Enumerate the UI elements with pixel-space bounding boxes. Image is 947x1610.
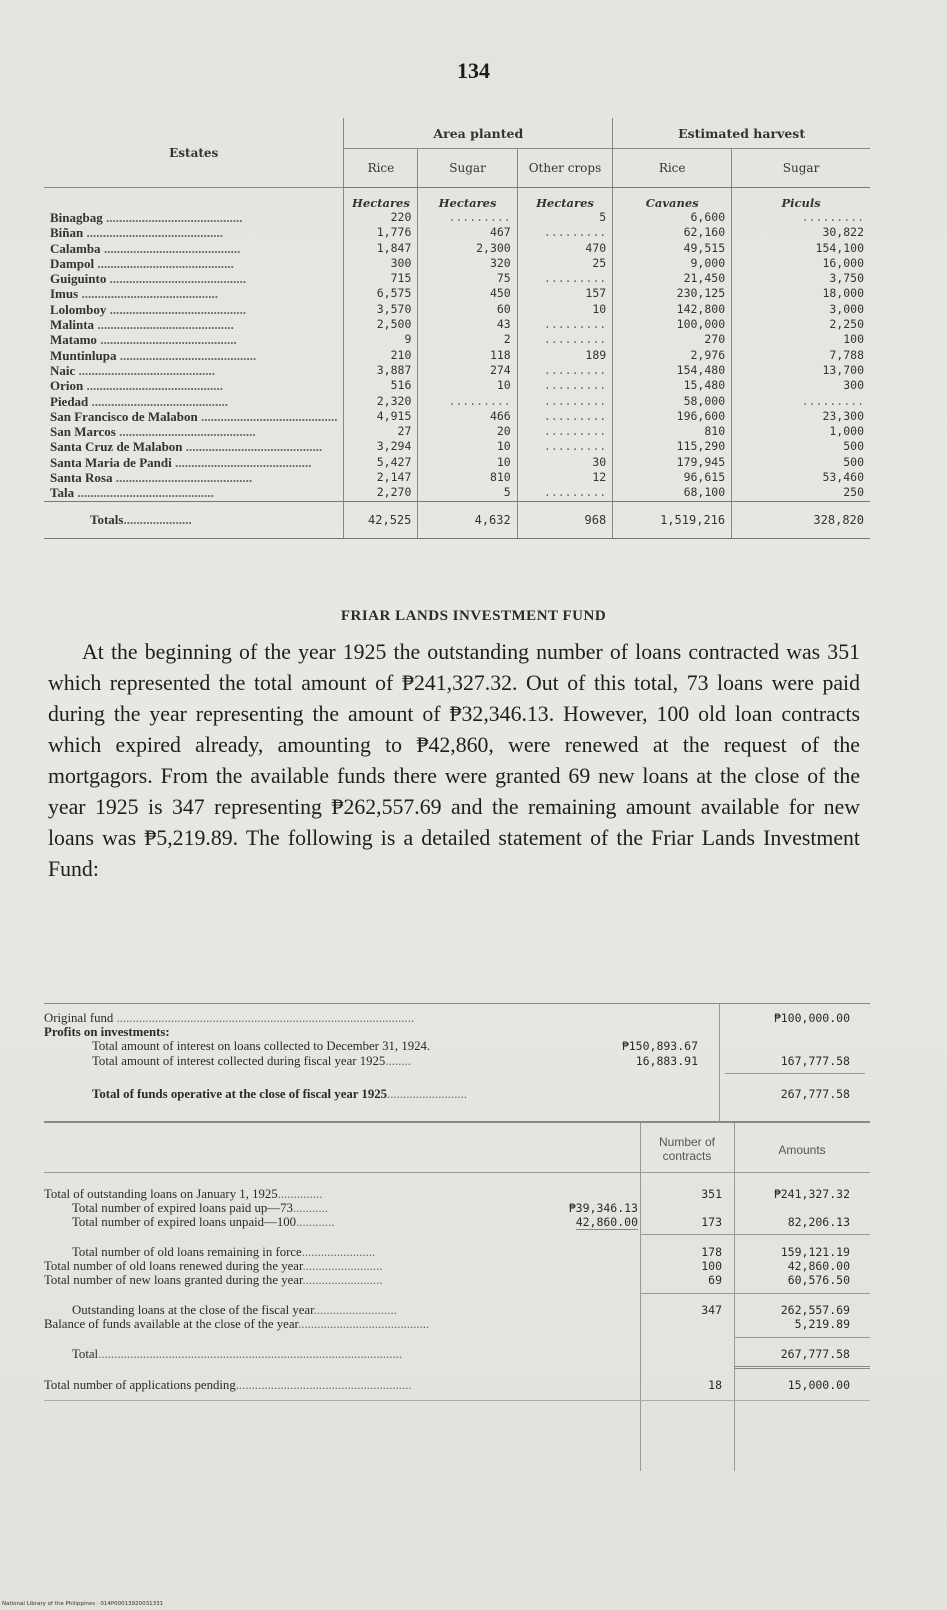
profits-label: Profits on investments: (44, 1025, 170, 1039)
expired-amount: 82,206.13 (787, 1215, 850, 1229)
harvest-sugar: ......... (732, 394, 870, 409)
leader-dots: .......................................... (197, 408, 338, 424)
harvest-sugar: 53,460 (732, 470, 870, 485)
harvest-rice: 62,160 (613, 225, 732, 240)
leader-dots: .......................................... (112, 470, 253, 486)
harvest-rice: 115,290 (613, 439, 732, 454)
area-rice: 5,427 (376, 454, 412, 469)
total-label: Total (72, 1347, 99, 1361)
leader-dots: .......................................... (116, 347, 257, 363)
leader-dots: .......................................... (75, 362, 216, 378)
area-sugar: 5 (418, 485, 517, 501)
area-other: ......... (517, 485, 612, 501)
close-count: 347 (701, 1303, 722, 1317)
leader-dots: .......................................... (88, 393, 229, 409)
amounts-divider (734, 1123, 735, 1471)
area-other: 12 (517, 470, 612, 485)
harvest-rice: 179,945 (613, 455, 732, 470)
area-rice: 300 (390, 255, 412, 270)
area-rice: 9 (404, 332, 412, 347)
library-footer: National Library of the Philippines · 014P00013920031331 (2, 1601, 164, 1607)
harvest-sugar: 300 (732, 378, 870, 393)
area-rice: 516 (390, 378, 412, 393)
area-rice: 2,320 (376, 393, 412, 408)
harvest-rice: 6,600 (613, 210, 732, 225)
harvest-rice: 96,615 (613, 470, 732, 485)
area-rice: 3,294 (376, 439, 412, 454)
estate-name: San Francisco de Malabon (50, 408, 198, 424)
original-fund-amount: ₱100,000.00 (770, 1011, 850, 1025)
col-harvest-sugar: Sugar (732, 149, 870, 188)
balance-rule (734, 1337, 870, 1338)
area-other: ......... (517, 394, 612, 409)
interest-1925-amount: 16,883.91 (635, 1054, 698, 1068)
harvest-sugar: 23,300 (732, 409, 870, 424)
unpaid-amount: 42,860.00 (575, 1215, 638, 1229)
col-estates: Estates (44, 118, 344, 188)
harvest-sugar: ......... (732, 210, 870, 225)
area-other: 5 (517, 210, 612, 225)
estate-row (44, 271, 870, 286)
harvest-rice: 230,125 (613, 286, 732, 301)
area-other: ......... (517, 409, 612, 424)
estate-name: Santa Maria de Pandi (50, 454, 172, 470)
area-sugar: ......... (418, 394, 517, 409)
body-paragraph: At the beginning of the year 1925 the outstanding number of loans contracted was 351 which represented the total amount of ₱241,327.32. Out of this total, 73 loans were paid during the year representing the amount of ₱32,346.13. However, 100 old loan contracts which expired already, amounting to ₱42,860, were renewed at the request of the mortgagors. From the available funds there were granted 69 new loans at the close of the year 1925 is 347 representing ₱262,557.69 and the remaining amount available for new loans was ₱5,219.89. The following is a detailed statement of the Friar Lands Investment Fund: (48, 640, 860, 881)
estate-name: Santa Rosa (50, 470, 113, 486)
estate-name: San Marcos (50, 424, 116, 440)
balance-amount: 5,219.89 (794, 1317, 850, 1331)
estate-name: Guiguinto (50, 271, 107, 287)
expired-rule (640, 1234, 870, 1235)
area-sugar: 10 (418, 439, 517, 454)
pending-label: Total number of applications pending (44, 1378, 236, 1392)
leader-dots: .......................................... (182, 439, 323, 455)
estate-name: Muntinlupa (50, 347, 117, 363)
interest-1924-amount: ₱150,893.67 (621, 1039, 698, 1053)
remaining-amount: 159,121.19 (780, 1245, 850, 1259)
area-rice: 6,575 (376, 286, 412, 301)
leader-dots: .......................................... (74, 485, 214, 501)
total-double-rule (734, 1366, 870, 1369)
estate-name: Santa Cruz de Malabon (50, 439, 183, 455)
operative-amount: 267,777.58 (780, 1087, 850, 1101)
area-other: ......... (517, 225, 612, 240)
totals-area-rice: 42,525 (344, 501, 418, 538)
harvest-rice: 49,515 (613, 241, 732, 256)
estate-row (44, 378, 870, 393)
close-label: Outstanding loans at the close of the fiscal year (72, 1303, 314, 1317)
harvest-sugar: 2,250 (732, 317, 870, 332)
harvest-sugar: 100 (732, 332, 870, 347)
area-other: ......... (517, 271, 612, 286)
area-rice: 3,887 (376, 362, 412, 377)
harvest-sugar: 3,750 (732, 271, 870, 286)
estate-name: Calamba (50, 240, 101, 256)
new-loans-label: Total number of new loans granted during the year (44, 1273, 303, 1287)
col-amounts: Amounts (778, 1143, 826, 1157)
area-rice: 210 (390, 347, 412, 362)
estate-row (44, 409, 870, 424)
area-sugar: 274 (418, 363, 517, 378)
total-amount: 267,777.58 (780, 1347, 850, 1361)
area-other: ......... (517, 439, 612, 454)
estate-name: Piedad (50, 393, 89, 409)
leader-dots: .......................................... (78, 286, 218, 302)
area-other: ......... (517, 317, 612, 332)
totals-label: Totals (90, 511, 124, 527)
area-sugar: 20 (418, 424, 517, 439)
estate-row (44, 256, 870, 271)
estate-row (44, 439, 870, 454)
harvest-rice: 154,480 (613, 363, 732, 378)
area-rice: 2,147 (376, 470, 412, 485)
fund-bottom-rule (44, 1400, 870, 1401)
unit-area-other: Hectares (517, 188, 612, 211)
original-fund-label: Original fund (44, 1011, 114, 1025)
harvest-rice: 196,600 (613, 409, 732, 424)
estate-row (44, 363, 870, 378)
area-sugar: 43 (418, 317, 517, 332)
new-loans-rule (640, 1293, 870, 1294)
harvest-sugar: 3,000 (732, 302, 870, 317)
operative-label: Total of funds operative at the close of fiscal year 1925 (92, 1087, 388, 1101)
unit-harvest-sugar: Piculs (732, 188, 870, 211)
unit-area-rice: Hectares (352, 196, 410, 210)
estate-row (44, 210, 870, 225)
remaining-label: Total number of old loans remaining in force (72, 1245, 302, 1259)
leader-dots: .......................................... (106, 301, 247, 317)
estate-name: Malinta (50, 317, 95, 333)
area-sugar: ......... (418, 210, 517, 225)
estate-name: Naic (50, 362, 76, 378)
area-rice: 4,915 (376, 408, 412, 423)
area-other: ......... (517, 424, 612, 439)
area-sugar: 2,300 (418, 241, 517, 256)
harvest-rice: 58,000 (613, 394, 732, 409)
estate-name: Lolomboy (50, 301, 107, 317)
area-other: 30 (517, 455, 612, 470)
estate-name: Binagbag (50, 210, 103, 225)
area-rice: 715 (390, 271, 412, 286)
area-other: ......... (517, 363, 612, 378)
harvest-rice: 810 (613, 424, 732, 439)
harvest-rice: 2,976 (613, 348, 732, 363)
harvest-sugar: 500 (732, 455, 870, 470)
col-number-of-contracts: Number of contracts (658, 1135, 716, 1163)
fund-header-rule (44, 1172, 870, 1173)
area-sugar: 810 (418, 470, 517, 485)
area-other: 157 (517, 286, 612, 301)
expired-count: 173 (701, 1215, 722, 1229)
fund-mid-rule (44, 1121, 870, 1123)
estate-row (44, 317, 870, 332)
paid-amount: ₱39,346.13 (568, 1201, 638, 1215)
profits-total-amount: 167,777.58 (780, 1054, 850, 1068)
outstanding-label: Total of outstanding loans on January 1, 1925 (44, 1187, 278, 1201)
new-loans-count: 69 (708, 1273, 722, 1287)
harvest-sugar: 1,000 (732, 424, 870, 439)
area-other: 10 (517, 302, 612, 317)
estate-row (44, 286, 870, 301)
leader-dots: .......................................... (96, 332, 237, 348)
area-rice: 220 (390, 210, 412, 224)
harvest-sugar: 30,822 (732, 225, 870, 240)
area-rice: 3,570 (376, 301, 412, 316)
area-sugar: 466 (418, 409, 517, 424)
section-heading: FRIAR LANDS INVESTMENT FUND (340, 608, 607, 624)
area-sugar: 10 (418, 378, 517, 393)
remaining-count: 178 (701, 1245, 722, 1259)
totals-area-other: 968 (517, 501, 612, 538)
estates-harvest-table: Estates Area planted Estimated harvest Rice Sugar Other crops Rice Sugar Hectares Hectares Hectares Cavanes Piculs Binagbag .......................................... 220 ......... 5 6,600 ......... Biñan .......................................... 1,776 467 ......... 62,160 30,822 Calamba .......................................... 1,847 2,300 470 49,515 154,100 Dampol .......................................... 300 320 25 9,000 16,000 Guiguinto .......................................... 715 75 ......... 21,450 3,750 Imus .......................................... 6,575 450 157 230,125 18,000 Lolomboy .......................................... 3,570 60 10 142,800 3,000 Malinta .......................................... 2,500 43 ......... 100,000 2,250 Matamo .......................................... 9 2 ......... 270 100 Muntinlupa .......................................... 210 118 189 2,976 7,788 Naic .......................................... 3,887 274 ......... 154,480 13,700 Orion .......................................... 516 10 ......... 15,480 300 Piedad .......................................... 2,320 ......... ......... 58,000 ......... San Francisco de Malabon .......................................... 4,915 466 ......... 196,600 23,300 San Marcos .......................................... 27 20 ......... 810 1,000 Santa Cruz de Malabon .......................................... 3,294 10 ......... 115,290 500 Santa Maria de Pandi .......................................... 5,427 10 30 179,945 500 Santa Rosa .......................................... 2,147 810 12 96,615 53,460 Tala .......................................... 2,270 5 ......... 68,100 250 Totals..................... 42,525 4,632 968 1,519,216 328,820 (44, 118, 870, 539)
subtotal-rule (725, 1073, 865, 1074)
area-rice: 1,847 (376, 240, 412, 255)
scanned-page: 134 Estates Area planted Estimated harvest Rice Sugar Other crops Rice Sugar Hectares Hectares Hectares Cavanes Piculs Binagbag .......................................... 220 ......... 5 6,600 ......... Biñan .......................................... 1,776 467 ......... 62,160 30,822 Calamba .......................................... 1,847 2,300 470 49,515 154,100 Dampol .......................................... 300 320 25 9,000 16,000 Guiguinto .......................................... 715 75 ......... 21,450 3,750 Imus .......................................... 6,575 450 157 230,125 18,000 Lolomboy .......................................... 3,570 60 10 142,800 3,000 Malinta .......................................... 2,500 43 ......... 100,000 2,250 Matamo .......................................... 9 2 ......... 270 100 Muntinlupa .......................................... 210 118 189 2,976 7,788 Naic .......................................... 3,887 274 ......... 154,480 13,700 Orion .......................................... 516 10 ......... 15,480 300 Piedad .......................................... 2,320 ......... ......... 58,000 ......... San Francisco de Malabon .......................................... 4,915 466 ......... 196,600 23,300 San Marcos .......................................... 27 20 ......... 810 1,000 Santa Cruz de Malabon .......................................... 3,294 10 ......... 115,290 500 Santa Maria de Pandi .......................................... 5,427 10 30 179,945 500 Santa Rosa .......................................... 2,147 810 12 96,615 53,460 Tala .......................................... 2,270 5 ......... 68,100 250 Totals..................... 42,525 4,632 968 1,519,216 328,820 FRIAR LANDS INVESTMENT FUND At the beginning of the year 1925 the outstanding number of loans contracted was 351 which represented the total amount of ₱241,327.32. Out of this total, 73 loans were paid during the year representing the amount of ₱32,346.13. However, 100 old loan contracts which expired already, amounting to ₱42,860, were renewed at the request of the mortgagors. From the available funds there were granted 69 new loans at the close of the year 1925 is 347 representing ₱262,557.69 and the remaining amount available for new loans was ₱5,219.89. The following is a detailed statement of the Friar Lands Investment Fund: Original fund ............................................................................................. ₱100,000.00 Profits on investments: Total amount of interest on loans collected to December 31, 1924. ₱150,893.67 Total amount of interest collected during fiscal year 1925........ 16,883.91 167,777.58 Total of funds operative at the close of fiscal year 1925......................... 267,777.58 Number of contracts Amounts Total of outstanding loans on January 1, 1925.............. 351 ₱241,327.32 Total number of expired loans paid up—73........... ₱39,346.13 Total number of expired loans unpaid—100............ 42,860.00 173 82,206.13 Total number of old loans remaining in force....................... 178 159,121.19 Total number of old loans renewed during the year......................... 100 42,860.00 Total number of new loans granted during the year......................... 69 60,576.50 Outstanding loans at the close of the fiscal year.......................... 347 262,557.69 Balance of funds available at the close of the year......................................... 5,219.89 Total............................................................................................... 267,777.58 Total number of applications pending....................................................... 18 15,000.00 National Library of the Philippines · 014P00013920031331 (0, 0, 947, 1610)
harvest-sugar: 250 (732, 485, 870, 501)
area-rice: 2,270 (376, 485, 412, 500)
close-amount: 262,557.69 (780, 1303, 850, 1317)
unit-harvest-rice: Cavanes (613, 188, 732, 211)
area-sugar: 320 (418, 256, 517, 271)
harvest-rice: 15,480 (613, 378, 732, 393)
leader-dots: .......................................... (106, 271, 247, 287)
leader-dots: .......................................... (94, 255, 234, 271)
estate-name: Dampol (50, 255, 95, 271)
outstanding-amount: ₱241,327.32 (773, 1187, 850, 1201)
estate-row (44, 470, 870, 485)
estate-row (44, 424, 870, 439)
new-loans-amount: 60,576.50 (787, 1273, 850, 1287)
pending-count: 18 (708, 1378, 722, 1392)
outstanding-count: 351 (701, 1187, 722, 1201)
harvest-sugar: 154,100 (732, 241, 870, 256)
totals-harvest-sugar: 328,820 (732, 501, 870, 538)
harvest-sugar: 7,788 (732, 348, 870, 363)
col-area-sugar: Sugar (418, 149, 517, 188)
totals-area-sugar: 4,632 (418, 501, 517, 538)
col-harvest-rice: Rice (613, 149, 732, 188)
estate-row (44, 302, 870, 317)
estate-row (44, 485, 870, 501)
estate-row (44, 348, 870, 363)
area-other: ......... (517, 332, 612, 347)
pending-amount: 15,000.00 (787, 1378, 850, 1392)
harvest-sugar: 16,000 (732, 256, 870, 271)
area-rice: 27 (397, 424, 412, 439)
unit-area-sugar: Hectares (418, 188, 517, 211)
area-rice: 1,776 (376, 225, 412, 240)
estate-name: Matamo (50, 332, 97, 348)
leader-dots: .......................................... (83, 225, 223, 241)
renewed-label: Total number of old loans renewed during the year (44, 1259, 303, 1273)
harvest-rice: 21,450 (613, 271, 732, 286)
harvest-sugar: 500 (732, 439, 870, 454)
area-sugar: 467 (418, 225, 517, 240)
fund-top-rule (44, 1003, 870, 1004)
leader-dots: .......................................... (100, 240, 241, 256)
interest-1925-label: Total amount of interest collected during fiscal year 1925 (92, 1054, 386, 1068)
estate-name: Biñan (50, 225, 84, 241)
area-sugar: 2 (418, 332, 517, 347)
area-sugar: 60 (418, 302, 517, 317)
area-sugar: 450 (418, 286, 517, 301)
leader-dots: .......................................... (171, 454, 312, 470)
renewed-count: 100 (701, 1259, 722, 1273)
estate-name: Imus (50, 286, 79, 302)
balance-label: Balance of funds available at the close of the year (44, 1317, 299, 1331)
harvest-rice: 100,000 (613, 317, 732, 332)
area-other: 189 (517, 348, 612, 363)
totals-harvest-rice: 1,519,216 (613, 501, 732, 538)
paid-label: Total number of expired loans paid up—73 (72, 1201, 293, 1215)
estate-row (44, 394, 870, 409)
area-sugar: 118 (418, 348, 517, 363)
estate-row (44, 455, 870, 470)
estate-name: Tala (50, 485, 75, 501)
interest-1924-label: Total amount of interest on loans collected to December 31, 1924. (92, 1039, 431, 1053)
page-number: 134 (457, 58, 490, 83)
estate-name: Orion (50, 378, 84, 394)
leader-dots: .......................................... (102, 210, 243, 225)
leader-dots: .......................................... (94, 317, 234, 333)
unpaid-label: Total number of expired loans unpaid—100 (72, 1215, 297, 1229)
harvest-rice: 68,100 (613, 485, 732, 501)
harvest-rice: 9,000 (613, 256, 732, 271)
leader-dots: .......................................... (83, 378, 223, 394)
area-rice: 2,500 (376, 317, 412, 332)
col-area-rice: Rice (344, 149, 418, 188)
estate-row (44, 225, 870, 240)
area-other: 470 (517, 241, 612, 256)
estate-row (44, 241, 870, 256)
group-estimated-harvest: Estimated harvest (613, 118, 870, 149)
harvest-rice: 270 (613, 332, 732, 347)
harvest-rice: 142,800 (613, 302, 732, 317)
area-other: ......... (517, 378, 612, 393)
col-area-other: Other crops (517, 149, 612, 188)
area-other: 25 (517, 256, 612, 271)
group-area-planted: Area planted (344, 118, 613, 149)
renewed-amount: 42,860.00 (787, 1259, 850, 1273)
area-sugar: 75 (418, 271, 517, 286)
harvest-sugar: 13,700 (732, 363, 870, 378)
area-sugar: 10 (418, 455, 517, 470)
harvest-sugar: 18,000 (732, 286, 870, 301)
contracts-divider (640, 1123, 641, 1471)
estate-row (44, 332, 870, 347)
leader-dots: .......................................... (115, 424, 256, 440)
